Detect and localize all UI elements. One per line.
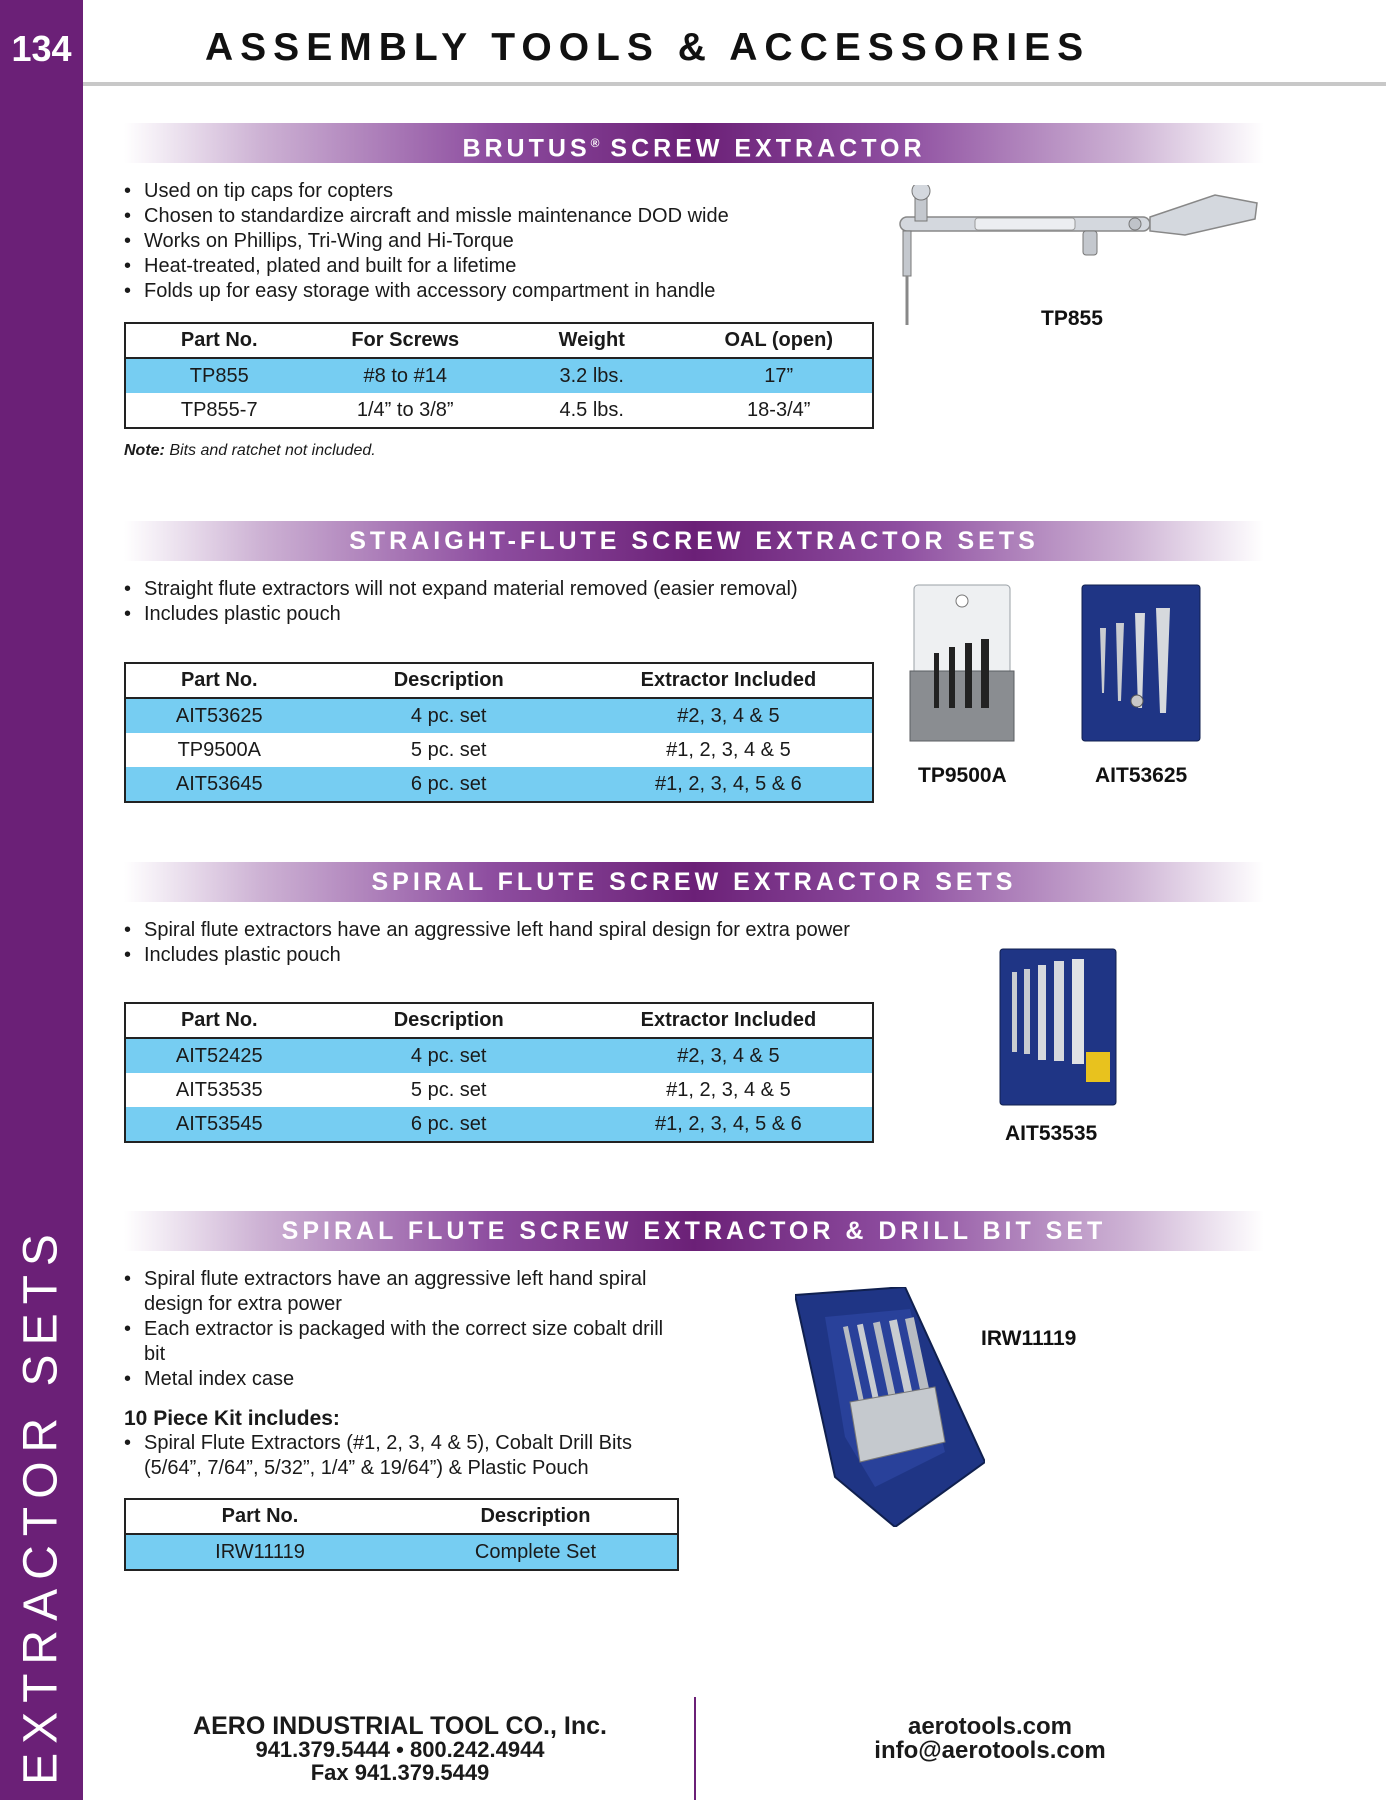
table-row — [125, 1107, 873, 1142]
brutus-bullets — [124, 179, 884, 304]
column-header: OAL (open) — [685, 323, 873, 358]
table-cell: #1, 2, 3, 4, 5 & 6 — [585, 1107, 873, 1142]
page-title: ASSEMBLY TOOLS & ACCESSORIES — [205, 26, 1091, 69]
section-header-spiral-flute: SPIRAL FLUTE SCREW EXTRACTOR SETS — [124, 862, 1264, 902]
footer-website[interactable]: aerotools.com — [907, 1713, 1073, 1740]
table-cell: 5 pc. set — [410, 1078, 487, 1101]
list-item: • Spiral flute extractors have an aggressive left hand spiral design for extra power — [124, 918, 1004, 943]
table-cell: AIT52425 — [125, 1038, 313, 1073]
list-item: • Folds up for easy storage with accessory compartment in handle — [124, 279, 884, 304]
table-cell: 1/4” to 3/8” — [356, 398, 454, 421]
table-cell: #1, 2, 3, 4, 5 & 6 — [585, 767, 873, 802]
page-number: 134 — [11, 28, 72, 69]
footer-divider — [694, 1697, 696, 1800]
column-header: Extractor Included — [585, 663, 873, 698]
table-cell: 18-3/4” — [747, 398, 811, 421]
table-row — [125, 767, 873, 802]
footer-email[interactable]: info@aerotools.com — [874, 1737, 1106, 1764]
table-cell: 17” — [685, 358, 873, 393]
table-cell: 4.5 lbs. — [559, 398, 624, 421]
irw11119-label: IRW11119 — [981, 1327, 1077, 1350]
list-item: • Each extractor is packaged with the correct size cobalt drill bit — [124, 1317, 684, 1367]
kit-bullets — [124, 1431, 684, 1481]
tp9500a-label: TP9500A — [918, 764, 1007, 787]
table-row — [125, 1073, 873, 1107]
ait53535-label: AIT53535 — [1005, 1122, 1098, 1145]
footer-company: AERO INDUSTRIAL TOOL CO., Inc. — [193, 1712, 607, 1740]
table-cell: IRW11119 — [125, 1534, 394, 1570]
section-header-brutus — [124, 123, 1264, 163]
table-cell: TP9500A — [177, 738, 261, 761]
list-item: • Includes plastic pouch — [124, 602, 884, 627]
table-header-row — [125, 1003, 873, 1038]
table-header-row — [125, 663, 873, 698]
straight-bullets — [124, 577, 884, 627]
table-cell: 4 pc. set — [313, 1038, 585, 1073]
footer-phones: 941.379.5444 • 800.242.4944 — [255, 1737, 545, 1762]
column-header: Part No. — [125, 1499, 394, 1534]
table-row — [125, 1534, 678, 1570]
brutus-title-prefix: BRUTUS — [462, 134, 591, 163]
list-item: • Chosen to standardize aircraft and missle maintenance DOD wide — [124, 204, 884, 229]
ait53535-pouch-image — [998, 947, 1118, 1107]
table-cell: AIT53625 — [125, 698, 313, 733]
list-item: • Used on tip caps for copters — [124, 179, 884, 204]
spiral-table — [124, 1002, 874, 1143]
brutus-title-suffix: SCREW EXTRACTOR — [599, 134, 926, 163]
table-row — [125, 358, 873, 393]
list-item: • Spiral Flute Extractors (#1, 2, 3, 4 & 5), Cobalt Drill Bits (5/64”, 7/64”, 5/32”, 1/4” & 19/64”) & Plastic Pouch — [124, 1431, 684, 1481]
list-item: • Spiral flute extractors have an aggressive left hand spiral design for extra power — [124, 1267, 684, 1317]
table-header-row — [125, 323, 873, 358]
table-cell: TP855 — [125, 358, 312, 393]
table-cell: 5 pc. set — [410, 738, 487, 761]
column-header: Extractor Included — [585, 1003, 873, 1038]
ait53625-pouch-image — [1080, 583, 1202, 743]
note-label: Note: — [124, 442, 165, 459]
footer-fax: Fax 941.379.5449 — [310, 1760, 490, 1785]
tp9500a-pouch-image — [906, 583, 1018, 743]
list-item: • Includes plastic pouch — [124, 943, 1004, 968]
table-cell: 6 pc. set — [313, 1107, 585, 1142]
table-cell: TP855-7 — [180, 398, 258, 421]
table-cell: #2, 3, 4 & 5 — [585, 1038, 873, 1073]
column-header: Description — [313, 663, 585, 698]
column-header: Part No. — [125, 323, 312, 358]
brutus-table — [124, 322, 874, 429]
list-item: • Metal index case — [124, 1367, 684, 1392]
table-cell: #2, 3, 4 & 5 — [585, 698, 873, 733]
table-cell: 3.2 lbs. — [498, 358, 685, 393]
list-item: • Works on Phillips, Tri-Wing and Hi-Torque — [124, 229, 884, 254]
table-cell: #8 to #14 — [312, 358, 498, 393]
table-cell: AIT53645 — [125, 767, 313, 802]
straight-table — [124, 662, 874, 803]
side-section-label: EXTRACTOR SETS — [14, 1225, 68, 1785]
column-header: Description — [313, 1003, 585, 1038]
registered-mark: ® — [590, 136, 600, 150]
tp855-label: TP855 — [1041, 307, 1103, 330]
column-header: Part No. — [125, 663, 313, 698]
table-cell: #1, 2, 3, 4 & 5 — [666, 738, 791, 761]
table-cell: Complete Set — [394, 1534, 678, 1570]
list-item: • Straight flute extractors will not expand material removed (easier removal) — [124, 577, 884, 602]
irw11119-case-image — [795, 1287, 985, 1527]
drill-bullets — [124, 1267, 684, 1392]
table-cell: AIT53545 — [125, 1107, 313, 1142]
table-row — [125, 1038, 873, 1073]
section-header-drill-bit-set: SPIRAL FLUTE SCREW EXTRACTOR & DRILL BIT SET — [124, 1211, 1264, 1251]
column-header: Description — [394, 1499, 678, 1534]
ait53625-label: AIT53625 — [1095, 764, 1188, 787]
drill-table — [124, 1498, 679, 1571]
kit-title: 10 Piece Kit includes: — [124, 1407, 340, 1430]
table-cell: 4 pc. set — [313, 698, 585, 733]
column-header: Weight — [498, 323, 685, 358]
table-cell: #1, 2, 3, 4 & 5 — [666, 1078, 791, 1101]
table-row — [125, 393, 873, 428]
brutus-note — [124, 442, 376, 460]
footer-contact — [190, 1712, 610, 1785]
list-item: • Heat-treated, plated and built for a lifetime — [124, 254, 884, 279]
table-header-row — [125, 1499, 678, 1534]
note-text: Bits and ratchet not included. — [164, 442, 376, 459]
column-header: Part No. — [125, 1003, 313, 1038]
table-cell: AIT53535 — [175, 1078, 263, 1101]
title-rule — [83, 82, 1386, 86]
footer-web — [780, 1715, 1200, 1763]
column-header: For Screws — [312, 323, 498, 358]
table-row — [125, 698, 873, 733]
table-row — [125, 733, 873, 767]
section-header-straight-flute: STRAIGHT-FLUTE SCREW EXTRACTOR SETS — [124, 521, 1264, 561]
spiral-bullets — [124, 918, 1004, 968]
table-cell: 6 pc. set — [313, 767, 585, 802]
